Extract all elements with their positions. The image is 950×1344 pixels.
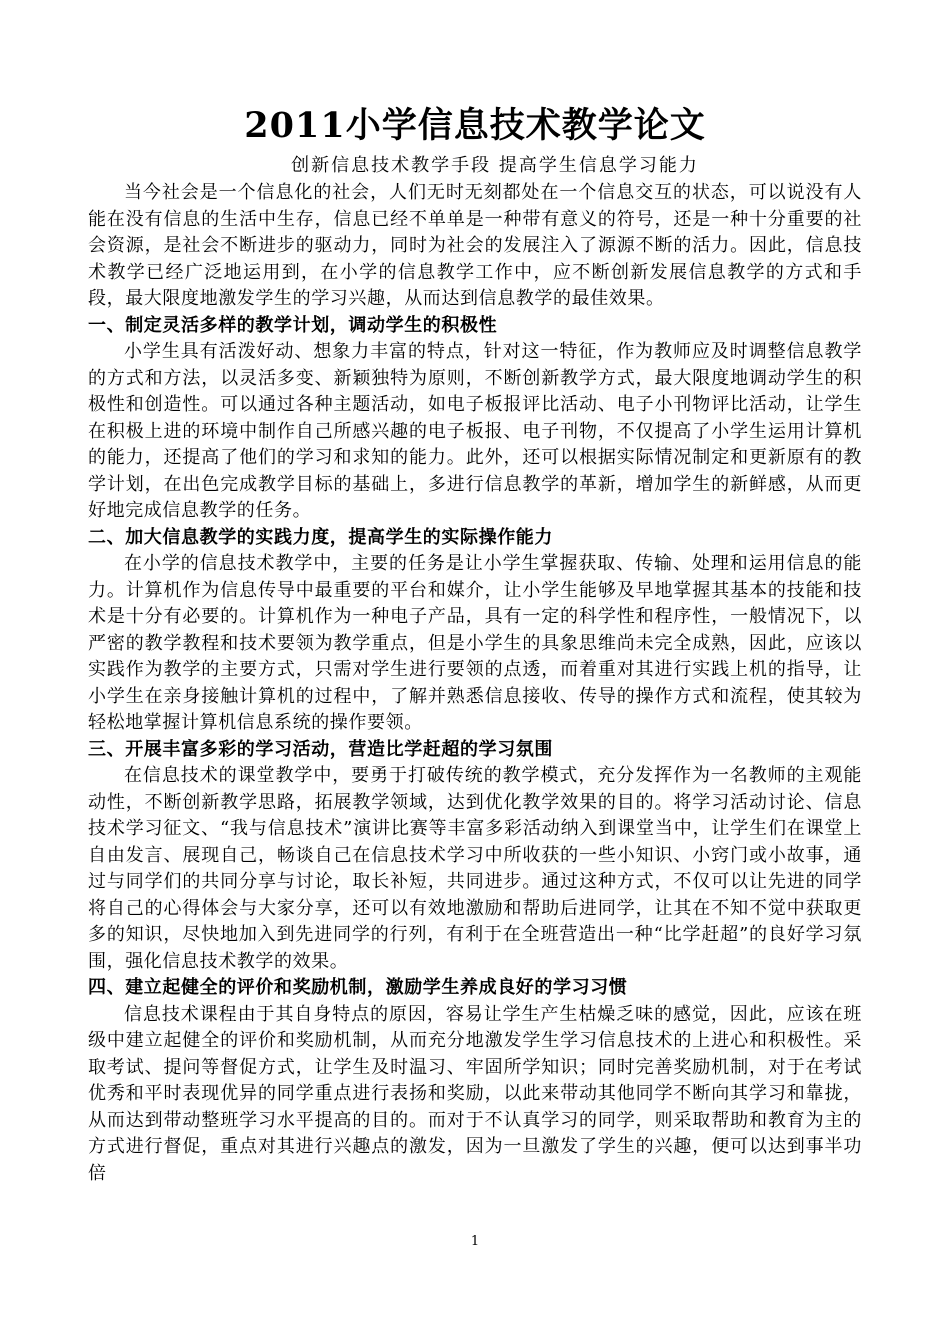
intro-paragraph: 当今社会是一个信息化的社会，人们无时无刻都处在一个信息交互的状态，可以说没有人能在没有信息的生活中生存，信息已经不单单是一种带有意义的符号，还是一种十分重要的社会资源，是社会不断进步的驱动力，同时为社会的发展注入了源源不断的活力。因此，信息技术教学已经广泛地运用到，在小学的信息教学工作中，应不断创新发展信息教学的方式和手段，最大限度地激发学生的学习兴趣，从而达到信息教学的最佳效果。 bbox=[88, 182, 862, 309]
document-subtitle: 创新信息技术教学手段 提高学生信息学习能力 bbox=[291, 155, 699, 176]
section-body-1: 小学生具有活泼好动、想象力丰富的特点，针对这一特征，作为教师应及时调整信息教学的方式和方法，以灵活多变、新颖独特为原则，不断创新教学方式，最大限度地调动学生的积极性和创造性。可以通过各种主题活动，如电子板报评比活动、电子小刊物评比活动，让学生在积极上进的环境中制作自己所感兴趣的电子板报、电子刊物，不仅提高了小学生运用计算机的能力，还提高了他们的学习和求知的能力。此外，还可以根据实际情况制定和更新原有的教学计划，在出色完成教学目标的基础上，多进行信息教学的革新，增加学生的新鲜感，从而更好地完成信息教学的任务。 bbox=[88, 341, 862, 521]
section-heading-2: 二、加大信息教学的实践力度，提高学生的实际操作能力 bbox=[88, 526, 553, 548]
section-body-3: 在信息技术的课堂教学中，要勇于打破传统的教学模式，充分发挥作为一名教师的主观能动性，不断创新教学思路，拓展教学领域，达到优化教学效果的目的。将学习活动讨论、信息技术学习征文、“我与信息技术”演讲比赛等丰富多彩活动纳入到课堂当中，让学生们在课堂上自由发言、展现自己，畅谈自己在信息技术学习中所收获的一些小知识、小窍门或小故事，通过与同学们的共同分享与讨论，取长补短，共同进步。通过这种方式，不仅可以让先进的同学将自己的心得体会与大家分享，还可以有效地激励和帮助后进同学，让其在不知不觉中获取更多的知识，尽快地加入到先进同学的行列，有利于在全班营造出一种“比学赶超”的良好学习氛围，强化信息技术教学的效果。 bbox=[88, 765, 862, 972]
section-heading-3: 三、开展丰富多彩的学习活动，营造比学赶超的学习氛围 bbox=[88, 738, 553, 760]
section-heading-1: 一、制定灵活多样的教学计划，调动学生的积极性 bbox=[88, 314, 498, 336]
page-number: 1 bbox=[470, 1234, 480, 1249]
document-page bbox=[88, 100, 862, 1187]
section-body-4: 信息技术课程由于其自身特点的原因，容易让学生产生枯燥乏味的感觉，因此，应该在班级中建立起健全的评价和奖励机制，从而充分地激发学生学习信息技术的上进心和积极性。采取考试、提问等督促方式，让学生及时温习、牢固所学知识；同时完善奖励机制，对于在考试优秀和平时表现优异的同学重点进行表扬和奖励，以此来带动其他同学不断向其学习和靠拢，从而达到带动整班学习水平提高的目的。而对于不认真学习的同学，则采取帮助和教育为主的方式进行督促，重点对其进行兴趣点的激发，因为一旦激发了学生的兴趣，便可以达到事半功倍 bbox=[88, 1003, 862, 1184]
document-title: 2011小学信息技术教学论文 bbox=[244, 105, 706, 146]
section-heading-4: 四、建立起健全的评价和奖励机制，激励学生养成良好的学习习惯 bbox=[88, 977, 628, 998]
section-body-2: 在小学的信息技术教学中，主要的任务是让小学生掌握获取、传输、处理和运用信息的能力。计算机作为信息传导中最重要的平台和媒介，让小学生能够及早地掌握其基本的技能和技术是十分有必要的。计算机作为一种电子产品，具有一定的科学性和程序性，一般情况下，以严密的教学教程和技术要领为教学重点，但是小学生的具象思维尚未完全成熟，因此，应该以实践作为教学的主要方式，只需对学生进行要领的点透，而着重对其进行实践上机的指导，让小学生在亲身接触计算机的过程中，了解并熟悉信息接收、传导的操作方式和流程，使其较为轻松地掌握计算机信息系统的操作要领。 bbox=[88, 553, 862, 733]
